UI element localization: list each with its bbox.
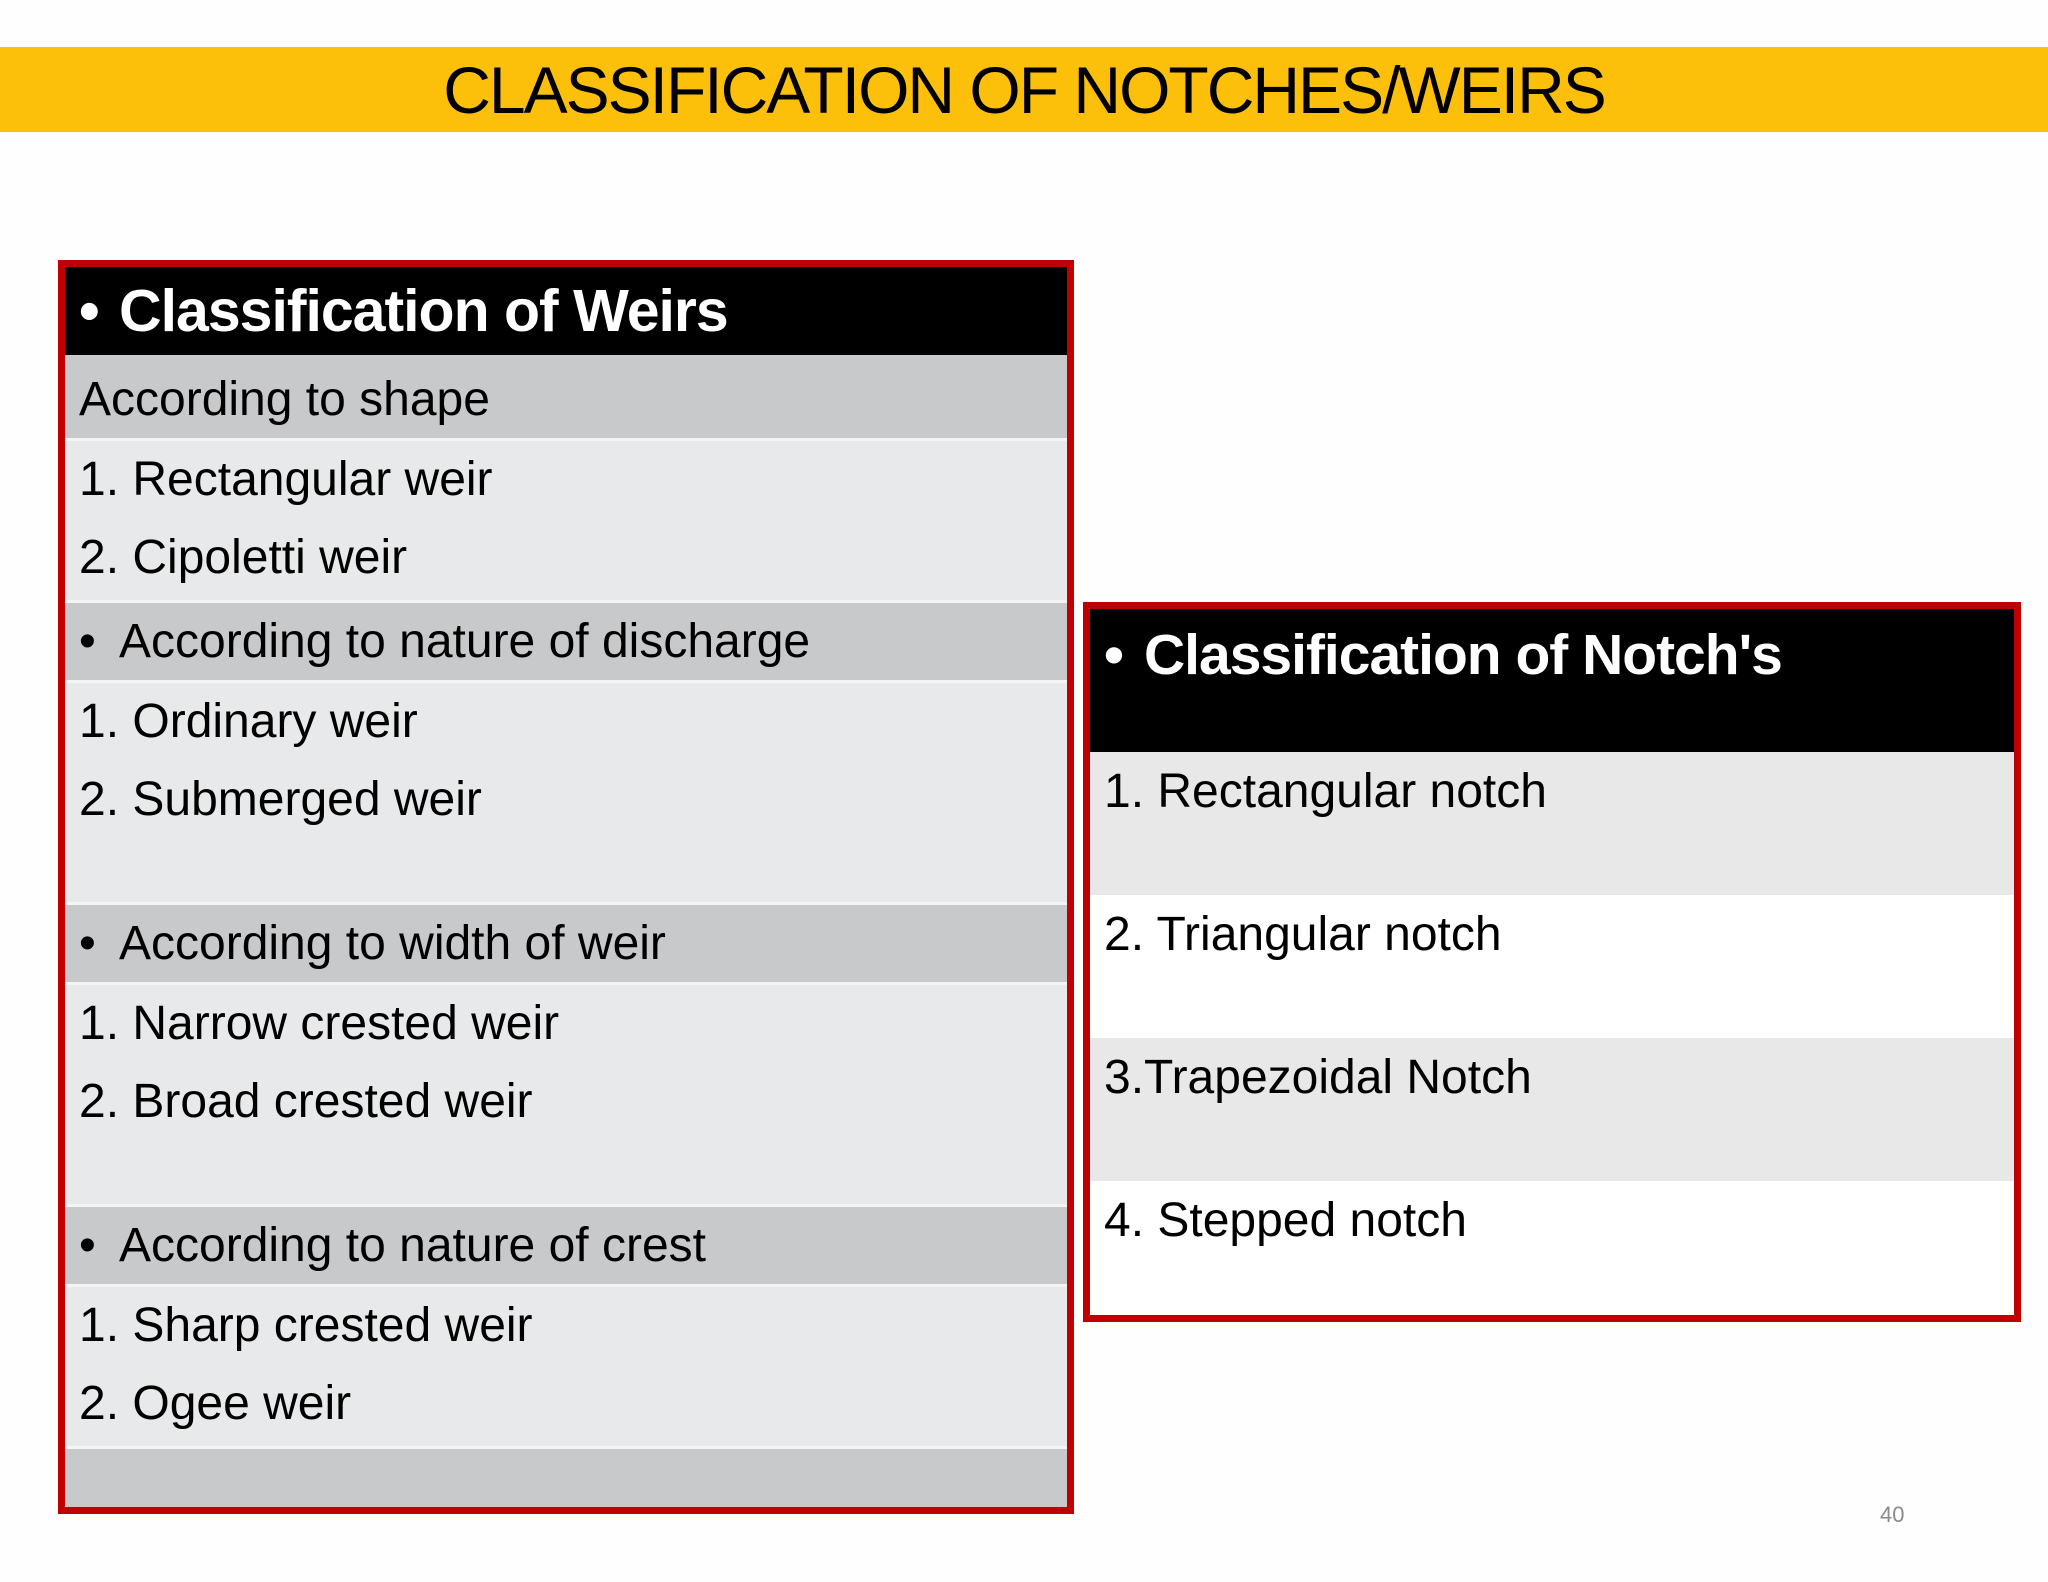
slide-title: CLASSIFICATION OF NOTCHES/WEIRS [443,52,1605,127]
section-shape-label: According to shape [79,373,490,426]
section-discharge [65,603,1067,683]
notches-header-label: Classification of Notch's [1144,623,1782,687]
list-item: 1. Ordinary weir [79,695,418,748]
list-item: 3.Trapezoidal Notch [1090,1038,2014,1181]
section-crest-label: According to nature of crest [119,1219,706,1272]
list-item: 1. Rectangular notch [1090,752,2014,895]
bullet-icon: • [79,615,96,668]
list-item: 2. Ogee weir [79,1377,352,1430]
section-shape [65,361,1067,441]
section-width-label: According to width of weir [119,917,666,970]
bullet-icon: • [1104,623,1123,687]
weirs-header-label: Classification of Weirs [119,278,728,344]
crest-items [65,1287,1067,1449]
list-item: 1. Sharp crested weir [79,1299,533,1352]
width-items [65,985,1067,1207]
weirs-classification-box [58,260,1074,1514]
list-item: 2. Triangular notch [1090,895,2014,1038]
list-item: 4. Stepped notch [1090,1181,2014,1322]
bullet-icon: • [79,278,99,344]
section-discharge-label: According to nature of discharge [119,615,811,668]
list-item: 2. Broad crested weir [79,1075,533,1128]
page-number: 40 [1880,1502,1905,1527]
discharge-items [65,683,1067,905]
bullet-icon: • [79,917,96,970]
bullet-icon: • [79,1219,96,1272]
list-item: 1. Narrow crested weir [79,997,560,1050]
title-bar [0,47,2048,132]
list-item: 1. Rectangular weir [79,453,493,506]
section-width [65,905,1067,985]
shape-items [65,441,1067,603]
notches-header [1090,609,2014,752]
notches-classification-box [1083,602,2021,1322]
weirs-header [65,267,1067,355]
section-crest [65,1207,1067,1287]
list-item: 2. Cipoletti weir [79,531,408,584]
list-item: 2. Submerged weir [79,773,482,826]
